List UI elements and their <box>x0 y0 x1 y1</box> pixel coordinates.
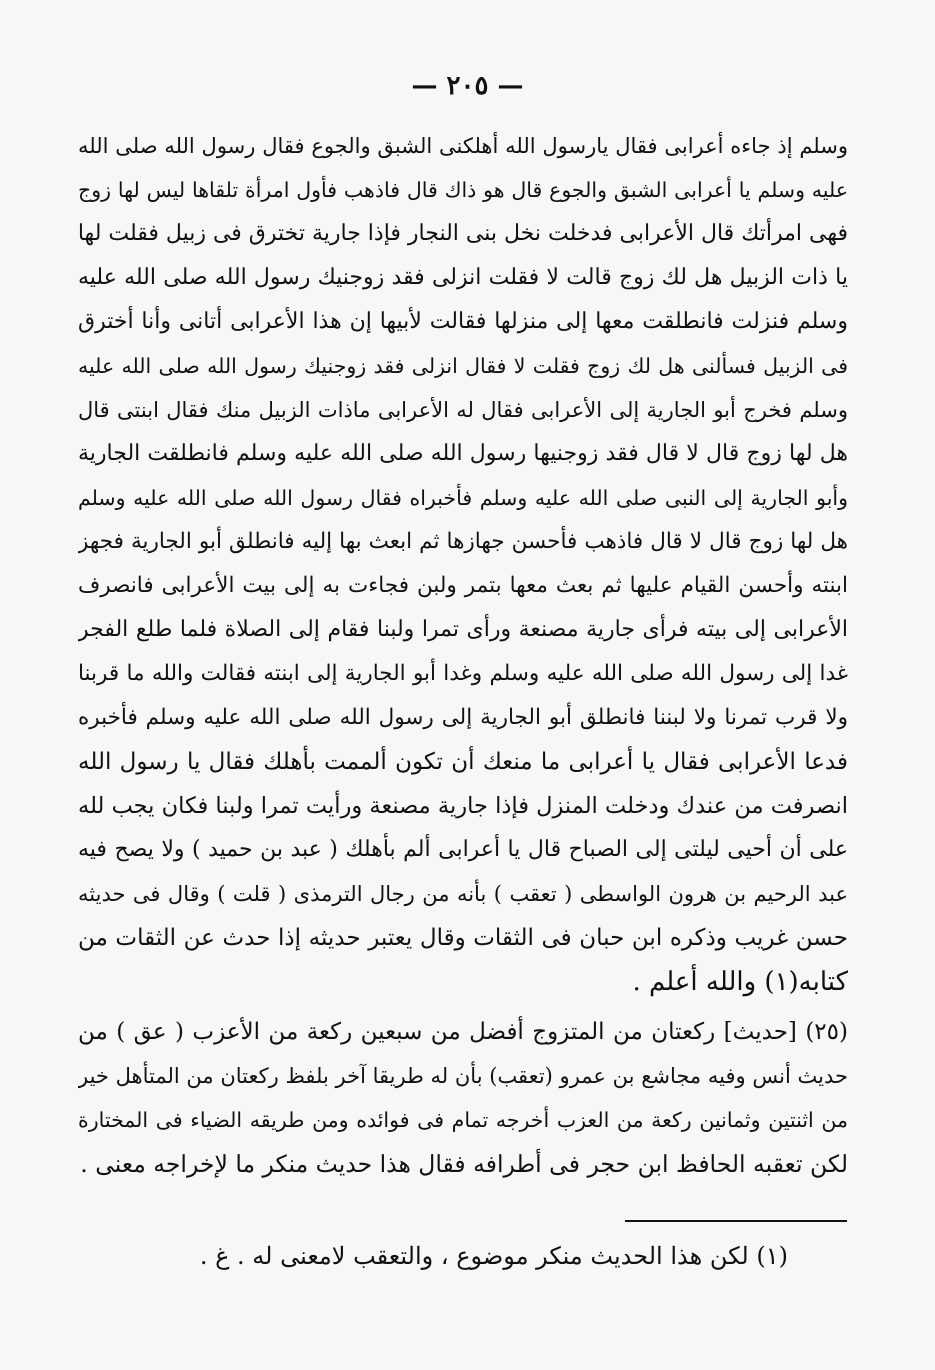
text-line: الأعرابى إلى بيته فرأى جارية مصنعة ورأى تمرا ولبنا فقام إلى الصلاة فلما طلع الفجر <box>78 617 848 642</box>
text-line: انصرفت من عندك ودخلت المنزل فإذا جارية مصنعة ورأيت تمرا ولبنا فكان يجب لله <box>78 793 848 819</box>
page-number: — ٢٠٥ — <box>411 71 524 101</box>
text-line: فدعا الأعرابى فقال يا أعرابى ما منعك أن تكون ألممت بأهلك فقال يا رسول الله <box>78 749 848 775</box>
text-line: وسلم إذ جاءه أعرابى فقال يارسول الله أهلكنى الشبق والجوع فقال رسول الله صلى الله <box>78 134 848 158</box>
text-line: حسن غريب وذكره ابن حبان فى الثقات وقال يعتبر حديثه إذا حدث عن الثقات من <box>78 925 848 951</box>
text-line: ولا قرب تمرنا ولا لبننا فانطلق أبو الجارية إلى رسول الله صلى الله عليه وسلم فأخبره <box>78 705 848 730</box>
main-text-block <box>78 124 848 1186</box>
text-line: كتابه(١) والله أعلم . <box>632 967 848 997</box>
text-line: ابنته وأحسن القيام عليها ثم بعث معها بتمر ولبن فجاءت به إلى بيت الأعرابى فانصرف <box>78 573 848 598</box>
footnote-divider <box>625 1220 847 1222</box>
text-line: فى الزبيل فسألنى هل لك زوج فقلت لا فقال انزلى فقد زوجنيك رسول الله صلى الله عليه <box>78 354 848 378</box>
text-line: (٢٥) [حديث] ركعتان من المتزوج أفضل من سبعين ركعة من الأعزب ( عق ) من <box>78 1019 848 1045</box>
text-line: يا ذات الزبيل هل لك زوج قالت لا فقلت انزلى فقد زوجنيك رسول الله صلى الله عليه <box>78 265 848 290</box>
text-line: وسلم فخرج أبو الجارية إلى الأعرابى فقال له الأعرابى ماذات الزبيل منك فقال ابنتى قال <box>78 398 848 422</box>
text-line: هل لها زوج قال لا قال فاذهب فأحسن جهازها ثم ابعث بها إليه فانطلق أبو الجارية فجهز <box>78 529 848 554</box>
text-line: وأبو الجارية إلى النبى صلى الله عليه وسلم فأخبراه فقال رسول الله صلى الله عليه وسلم <box>78 486 848 510</box>
text-line: هل لها زوج قال لا قال فقد زوجنيها رسول الله صلى الله عليه وسلم فانطلقت الجارية <box>78 441 848 466</box>
text-line: من اثنتين وثمانين ركعة من العزب أخرجه تمام فى فوائده ومن طريقه الضياء فى المختارة <box>78 1108 848 1132</box>
text-line: فهى امرأتك قال الأعرابى فدخلت نخل بنى النجار فإذا جارية تخترق فى زبيل فقلت لها <box>78 221 848 246</box>
text-line: عبد الرحيم بن هرون الواسطى ( تعقب ) بأنه من رجال الترمذى ( قلت ) وقال فى حديثه <box>78 882 848 906</box>
text-line: على أن أحيى ليلتى إلى الصباح قال يا أعرابى ألم بأهلك ( عبد بن حميد ) ولا يصح فيه <box>78 837 848 862</box>
text-line: وسلم فنزلت فانطلقت معها إلى منزلها فقالت لأبيها إن هذا الأعرابى أتانى وأنا أخترق <box>78 309 848 334</box>
text-line: لكن تعقبه الحافظ ابن حجر فى أطرافه فقال هذا حديث منكر ما لإخراجه معنى . <box>80 1150 848 1178</box>
text-line: عليه وسلم يا أعرابى الشبق والجوع قال هو ذاك قال فاذهب فأول امرأة تلقاها ليس لها زوج <box>78 178 848 202</box>
text-line: غدا إلى رسول الله صلى الله عليه وسلم وغدا أبو الجارية إلى ابنته فقالت والله ما قربنا <box>78 661 848 686</box>
text-line: حديث أنس وفيه مجاشع بن عمرو (تعقب) بأن له طريقا آخر بلفظ ركعتان من المتأهل خير <box>78 1064 848 1088</box>
footnote: (١) لكن هذا الحديث منكر موضوع ، والتعقب لامعنى له . غ . <box>199 1242 788 1270</box>
